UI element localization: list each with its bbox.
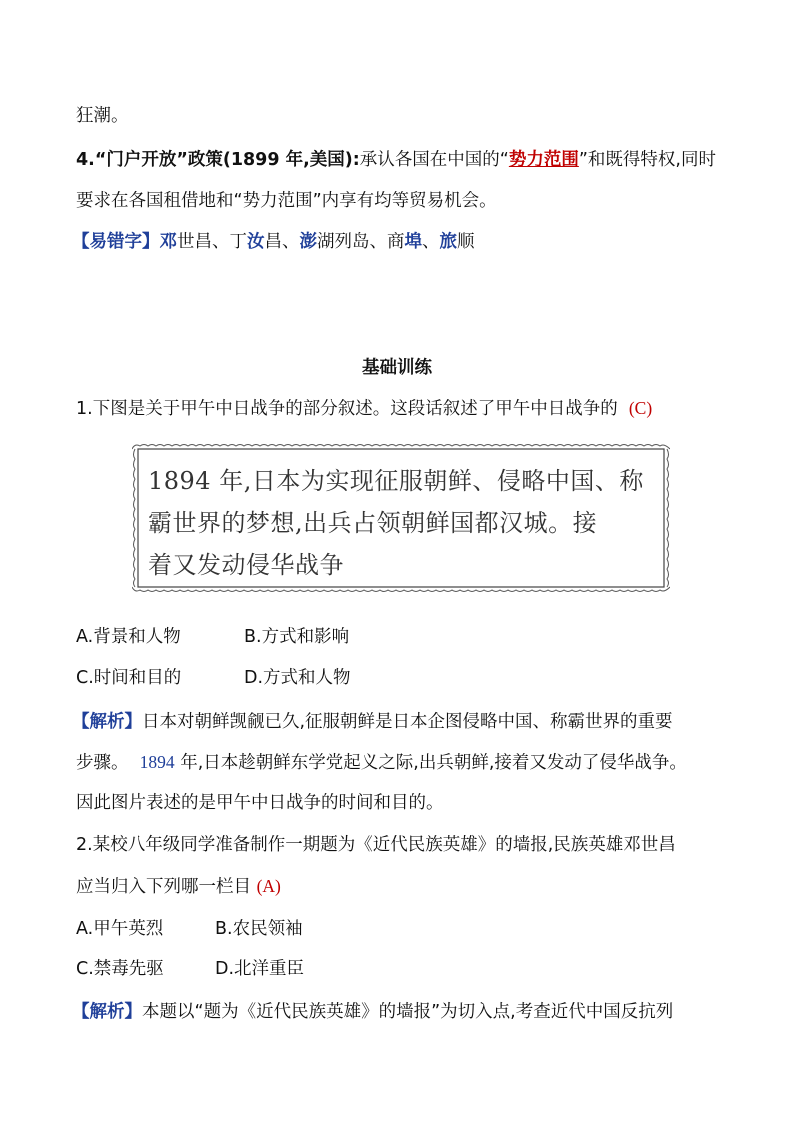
q2-stem-text: 应当归入下列哪一栏目 xyxy=(76,877,251,897)
typo-text: 商 xyxy=(387,232,405,252)
q1-analysis-line3: 因此图片表述的是甲午中日战争的时间和目的。 xyxy=(76,793,444,813)
analysis-label: 【解析】 xyxy=(72,1002,142,1022)
quote-line: 1894 年,日本为实现征服朝鲜、侵略中国、称 xyxy=(148,467,644,495)
q2-stem-line1: 2.某校八年级同学准备制作一期题为《近代民族英雄》的墙报,民族英雄邓世昌 xyxy=(76,835,676,855)
option-b[interactable]: B.方式和影响 xyxy=(244,627,350,647)
quote-box xyxy=(148,460,658,586)
q2-answer: (A) xyxy=(256,876,281,896)
quote-line: 霸世界的梦想,出兵占领朝鲜国都汉城。接 xyxy=(148,509,598,537)
typo-char: 汝 xyxy=(247,232,265,252)
typo-text: 、 xyxy=(422,232,440,252)
option-d[interactable]: D.方式和人物 xyxy=(244,668,351,688)
item-4 xyxy=(76,148,716,172)
typo-text: 世昌、 xyxy=(177,232,230,252)
item-4-text-b: ”和既得特权,同时 xyxy=(578,150,716,170)
typo-char: 澎 xyxy=(299,232,317,252)
analysis-text: 日本对朝鲜觊觎已久,征服朝鲜是日本企图侵略中国、称霸世界的重要 xyxy=(142,712,673,732)
q1-answer: (C) xyxy=(628,398,653,418)
quote-line: 着又发动侵华战争 xyxy=(148,551,344,579)
q2-stem-line2 xyxy=(76,874,281,899)
analysis-year: 1894 xyxy=(139,752,175,772)
item-4-heading: 4.“门户开放”政策(1899 年,美国): xyxy=(76,150,360,170)
typo-text: 湖列岛、 xyxy=(317,232,387,252)
q1-stem xyxy=(76,396,652,421)
option-d[interactable]: D.北洋重臣 xyxy=(215,959,305,979)
q1-analysis xyxy=(72,710,673,734)
typo-label: 【易错字】 xyxy=(72,232,160,252)
typo-char: 埠 xyxy=(404,232,422,252)
analysis-text: 年,日本趁朝鲜东学党起义之际,出兵朝鲜,接着又发动了侵华战争。 xyxy=(174,753,687,773)
highlight-term: 势力范围 xyxy=(508,150,579,170)
item-4-line2: 要求在各国租借地和“势力范围”内享有均等贸易机会。 xyxy=(76,191,497,211)
q2-analysis xyxy=(72,1000,673,1024)
analysis-text: 本题以“题为《近代民族英雄》的墙报”为切入点,考查近代中国反抗列 xyxy=(142,1002,674,1022)
analysis-label: 【解析】 xyxy=(72,712,142,732)
option-a[interactable]: A.甲午英烈 xyxy=(76,919,164,939)
typo-char: 旅 xyxy=(439,232,457,252)
item-4-text-a: 承认各国在中国的“ xyxy=(359,150,509,170)
text-line: 狂潮。 xyxy=(76,106,129,126)
option-c[interactable]: C.时间和目的 xyxy=(76,668,182,688)
option-b[interactable]: B.农民领袖 xyxy=(215,919,303,939)
typo-line xyxy=(72,230,475,254)
typo-char: 邓 xyxy=(159,232,177,252)
typo-text: 顺 xyxy=(457,232,475,252)
analysis-text: 步骤。 xyxy=(76,753,129,773)
section-title: 基础训练 xyxy=(362,358,432,378)
option-a[interactable]: A.背景和人物 xyxy=(76,627,181,647)
typo-text: 丁 xyxy=(229,232,247,252)
typo-text: 昌、 xyxy=(264,232,300,252)
q1-analysis-line2 xyxy=(76,750,687,775)
option-c[interactable]: C.禁毒先驱 xyxy=(76,959,164,979)
q1-stem-text: 1.下图是关于甲午中日战争的部分叙述。这段话叙述了甲午中日战争的 xyxy=(76,399,618,419)
